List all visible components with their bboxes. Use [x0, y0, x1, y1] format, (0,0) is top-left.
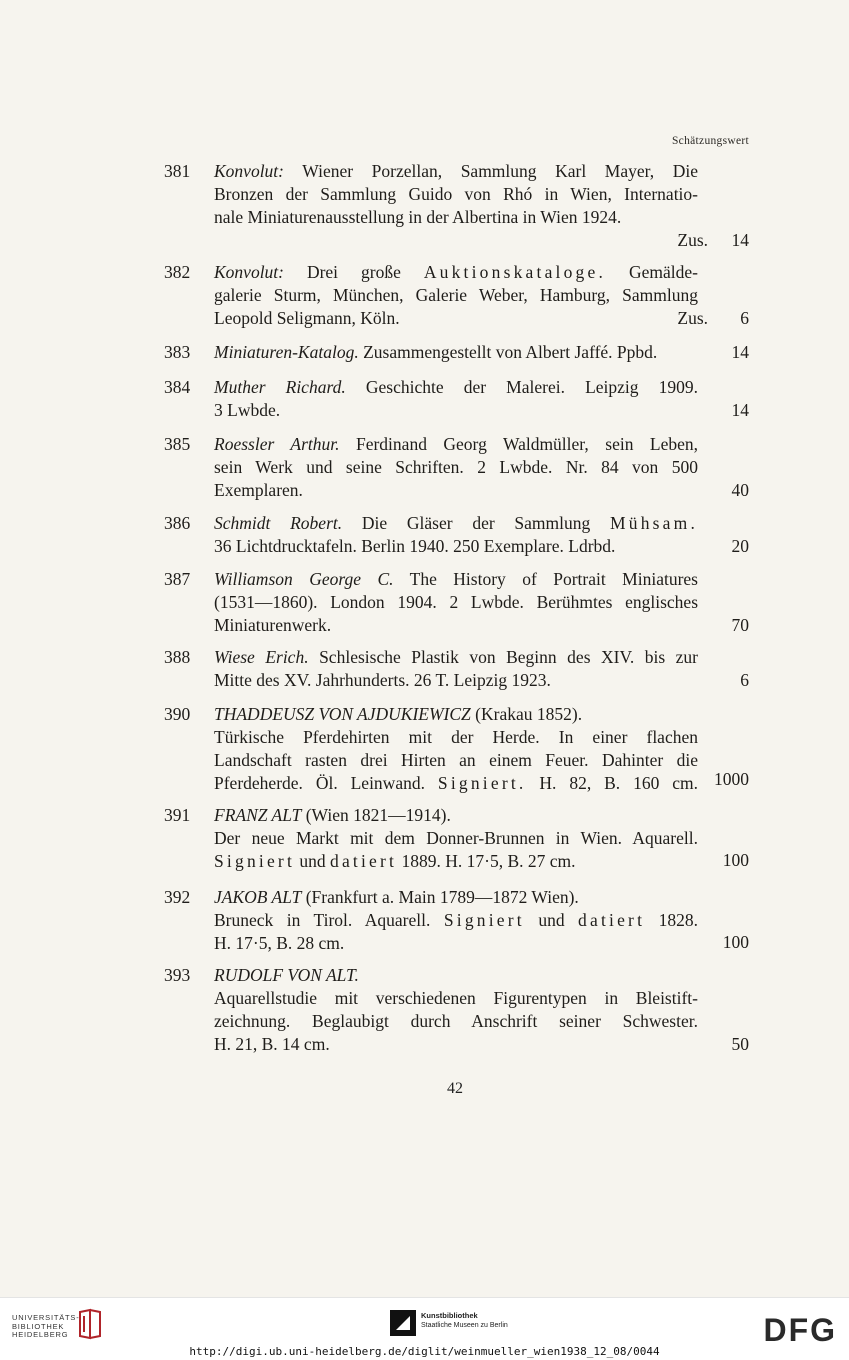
- ub-heidelberg-logo-text: UNIVERSITÄTS- BIBLIOTHEK HEIDELBERG: [12, 1313, 80, 1339]
- entry-text: Türkische Pferdehirten mit der Herde. In einer flachen: [214, 727, 698, 747]
- estimate-value: 20: [731, 536, 749, 556]
- entry-text-spaced: datiert: [578, 910, 646, 930]
- entry-text-spaced: Signiert.: [437, 773, 527, 793]
- entry-text: Mitte des XV. Jahrhunderts. 26 T. Leipzig 1923.: [214, 670, 551, 690]
- entry-text-spaced: Signiert: [443, 910, 525, 930]
- entry-text: Der neue Markt mit dem Donner-Brunnen in Wien. Aquarell.: [214, 828, 698, 848]
- entry-text: galerie Sturm, München, Galerie Weber, Hamburg, Sammlung: [214, 285, 698, 305]
- lot-number: 393: [164, 965, 191, 985]
- estimate-value: 6: [740, 670, 749, 690]
- kunstbibliothek-logo-text: Kunstbibliothek Staatliche Museen zu Berlin: [421, 1311, 508, 1329]
- lot-number: 388: [164, 647, 191, 667]
- entry-zus: Zus.: [677, 230, 708, 250]
- entry-text: Die Gläser der Sammlung: [361, 513, 591, 533]
- entry-author: Konvolut:: [214, 161, 284, 181]
- entry-zus: Zus.: [677, 308, 708, 328]
- entry-text: H. 21, B. 14 cm.: [214, 1034, 330, 1054]
- lot-number: 384: [164, 377, 191, 397]
- entry-text: The History of Portrait Miniatures: [409, 569, 698, 589]
- entry-author: FRANZ ALT: [214, 805, 302, 825]
- entry-author: RUDOLF VON ALT.: [214, 965, 359, 985]
- entry-text: Bruneck in Tirol. Aquarell.: [214, 910, 431, 930]
- entry-text-spaced: Auktionskataloge.: [423, 262, 607, 282]
- estimate-value: 6: [740, 308, 749, 328]
- lot-number: 383: [164, 342, 191, 362]
- entry-text: (1531—1860). London 1904. 2 Lwbde. Berühmtes englisches: [214, 592, 698, 612]
- entry-text: 1889. H. 17·5, B. 27 cm.: [401, 851, 576, 871]
- entry-text: Wiener Porzellan, Sammlung Karl Mayer, Die: [302, 161, 698, 181]
- dfg-logo: DFG: [763, 1312, 837, 1348]
- entry-text-spaced: Mühsam.: [610, 513, 699, 533]
- source-url[interactable]: http://digi.ub.uni-heidelberg.de/diglit/weinmueller_wien1938_12_08/0044: [189, 1345, 660, 1358]
- estimate-value: 100: [722, 850, 749, 870]
- entry-author: Williamson George C.: [214, 569, 394, 589]
- ub-heidelberg-logo-icon: [76, 1308, 102, 1340]
- entry-text: nale Miniaturenausstellung in der Albertina in Wien 1924.: [214, 207, 622, 227]
- entry-author: Miniaturen-Katalog.: [214, 342, 359, 362]
- estimate-value: 100: [722, 932, 749, 952]
- entry-text: zeichnung. Beglaubigt durch Anschrift seiner Schwester.: [214, 1011, 698, 1031]
- lot-number: 390: [164, 704, 191, 724]
- estimate-value: 14: [731, 230, 749, 250]
- lot-number: 385: [164, 434, 191, 454]
- entry-text: Leopold Seligmann, Köln.: [214, 308, 400, 328]
- entry-text: Aquarellstudie mit verschiedenen Figurentypen in Bleistift-: [214, 988, 698, 1008]
- entry-text: H. 17·5, B. 28 cm.: [214, 933, 345, 953]
- estimate-value: 1000: [714, 769, 749, 789]
- entry-text: 36 Lichtdrucktafeln. Berlin 1940. 250 Exemplare. Ldrbd.: [214, 536, 616, 556]
- entry-text: sein Werk und seine Schriften. 2 Lwbde. Nr. 84 von 500: [214, 457, 698, 477]
- entry-text: und: [299, 851, 326, 871]
- entry-text: Geschichte der Malerei. Leipzig 1909.: [365, 377, 699, 397]
- estimate-value: 70: [731, 615, 749, 635]
- lot-number: 386: [164, 513, 191, 533]
- entry-text: (Frankfurt a. Main 1789—1872 Wien).: [305, 887, 579, 907]
- entry-author: Schmidt Robert.: [214, 513, 343, 533]
- entry-text: Zusammengestellt von Albert Jaffé. Ppbd.: [363, 342, 658, 362]
- entry-text: Schlesische Plastik von Beginn des XIV. bis zur: [319, 647, 698, 667]
- entry-text: Exemplaren.: [214, 480, 303, 500]
- entry-text: (Krakau 1852).: [475, 704, 583, 724]
- entry-author: Konvolut:: [214, 262, 284, 282]
- entry-text: Pferdeherde. Öl. Leinwand.: [214, 773, 425, 793]
- lot-number: 387: [164, 569, 191, 589]
- entry-text: Landschaft rasten drei Hirten an einem Feuer. Dahinter die: [214, 750, 698, 770]
- entry-text: und: [538, 910, 565, 930]
- viewer-footer: [0, 1297, 849, 1360]
- entry-text: Bronzen der Sammlung Guido von Rhó in Wien, Internatio-: [214, 184, 698, 204]
- estimate-value: 14: [731, 400, 749, 420]
- entry-text: Ferdinand Georg Waldmüller, sein Leben,: [355, 434, 699, 454]
- entry-author: Muther Richard.: [214, 377, 346, 397]
- entry-text: (Wien 1821—1914).: [305, 805, 451, 825]
- kunstbibliothek-logo-icon: [390, 1310, 416, 1336]
- estimate-value: 40: [731, 480, 749, 500]
- lot-number: 381: [164, 161, 191, 181]
- entry-text: H. 82, B. 160 cm.: [539, 773, 699, 793]
- entry-text: 1828.: [658, 910, 698, 930]
- page-number: 42: [447, 1080, 463, 1097]
- entry-text: Miniaturenwerk.: [214, 615, 332, 635]
- entry-text: 3 Lwbde.: [214, 400, 281, 420]
- entry-text-spaced: Signiert: [214, 851, 296, 871]
- entry-author: Wiese Erich.: [214, 647, 309, 667]
- entry-author: THADDEUSZ VON AJDUKIEWICZ: [214, 704, 471, 724]
- entry-author: JAKOB ALT: [214, 887, 302, 907]
- lot-number: 391: [164, 805, 191, 825]
- entry-author: Roessler Arthur.: [214, 434, 340, 454]
- estimate-value: 14: [731, 342, 749, 362]
- entry-text: Gemälde-: [629, 262, 698, 282]
- column-header: Schätzungswert: [671, 135, 749, 147]
- entry-text: Drei große: [306, 262, 401, 282]
- lot-number: 392: [164, 887, 191, 907]
- entry-text-spaced: datiert: [330, 851, 398, 871]
- lot-number: 382: [164, 262, 191, 282]
- estimate-value: 50: [731, 1034, 749, 1054]
